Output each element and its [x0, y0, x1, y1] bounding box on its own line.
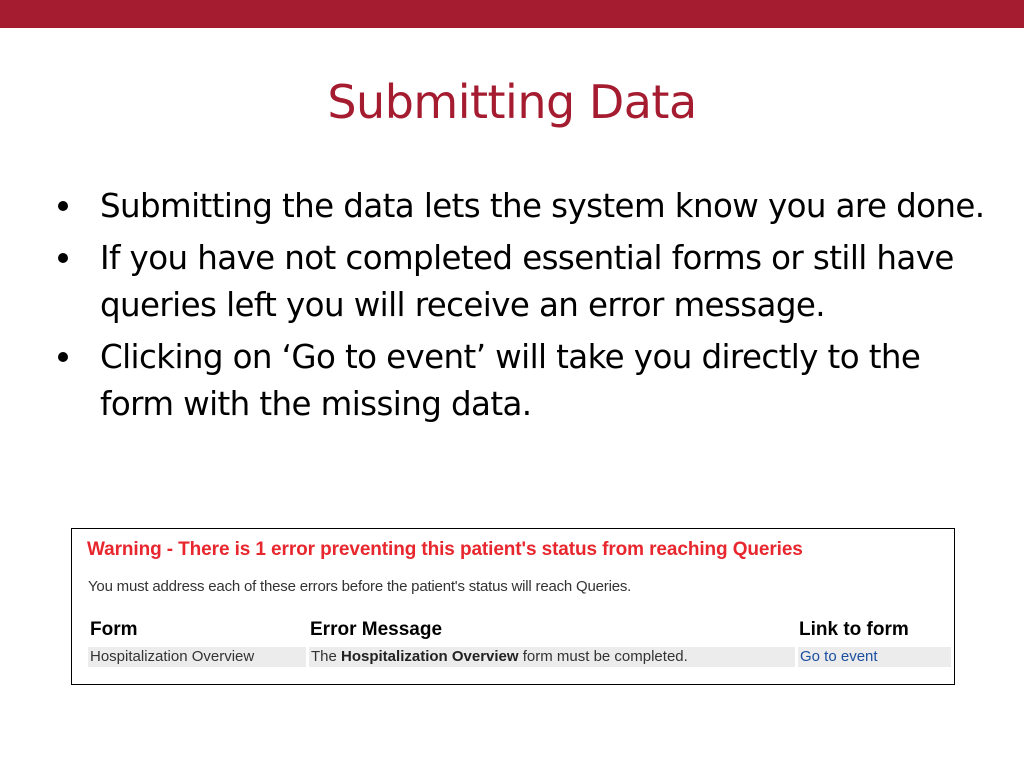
column-header-error-message: Error Message	[310, 619, 443, 640]
warning-title: Warning - There is 1 error preventing this patient's status from reaching Queries	[87, 539, 803, 560]
bullet-item	[56, 334, 986, 428]
error-message-form-name: Hospitalization Overview	[341, 648, 519, 665]
bullet-icon	[58, 201, 68, 211]
go-to-event-link[interactable]: Go to event	[800, 648, 878, 665]
error-message-cell	[309, 647, 795, 667]
column-header-form: Form	[90, 619, 138, 640]
bullet-list	[56, 183, 986, 433]
table-row	[88, 647, 951, 669]
bullet-item	[56, 183, 986, 230]
error-table	[88, 619, 951, 669]
bullet-text: Submitting the data lets the system know you are done.	[100, 187, 985, 225]
bullet-icon	[58, 352, 68, 362]
warning-instruction: You must address each of these errors before the patient's status will reach Queries.	[88, 578, 632, 595]
error-table-header	[88, 619, 951, 647]
bullet-item	[56, 235, 986, 329]
bullet-text: If you have not completed essential forms or still have queries left you will receive an error message.	[100, 239, 954, 324]
error-message-prefix: The	[311, 648, 342, 665]
bullet-icon	[58, 253, 68, 263]
slide-title: Submitting Data	[327, 75, 697, 129]
bullet-text: Clicking on ‘Go to event’ will take you directly to the form with the missing data.	[100, 338, 921, 423]
link-cell	[798, 647, 951, 667]
error-message-suffix: form must be completed.	[518, 648, 688, 665]
top-accent-bar	[0, 0, 1024, 28]
column-header-link-to-form: Link to form	[799, 619, 909, 640]
error-panel-screenshot	[71, 528, 955, 685]
form-name-cell: Hospitalization Overview	[88, 647, 306, 667]
